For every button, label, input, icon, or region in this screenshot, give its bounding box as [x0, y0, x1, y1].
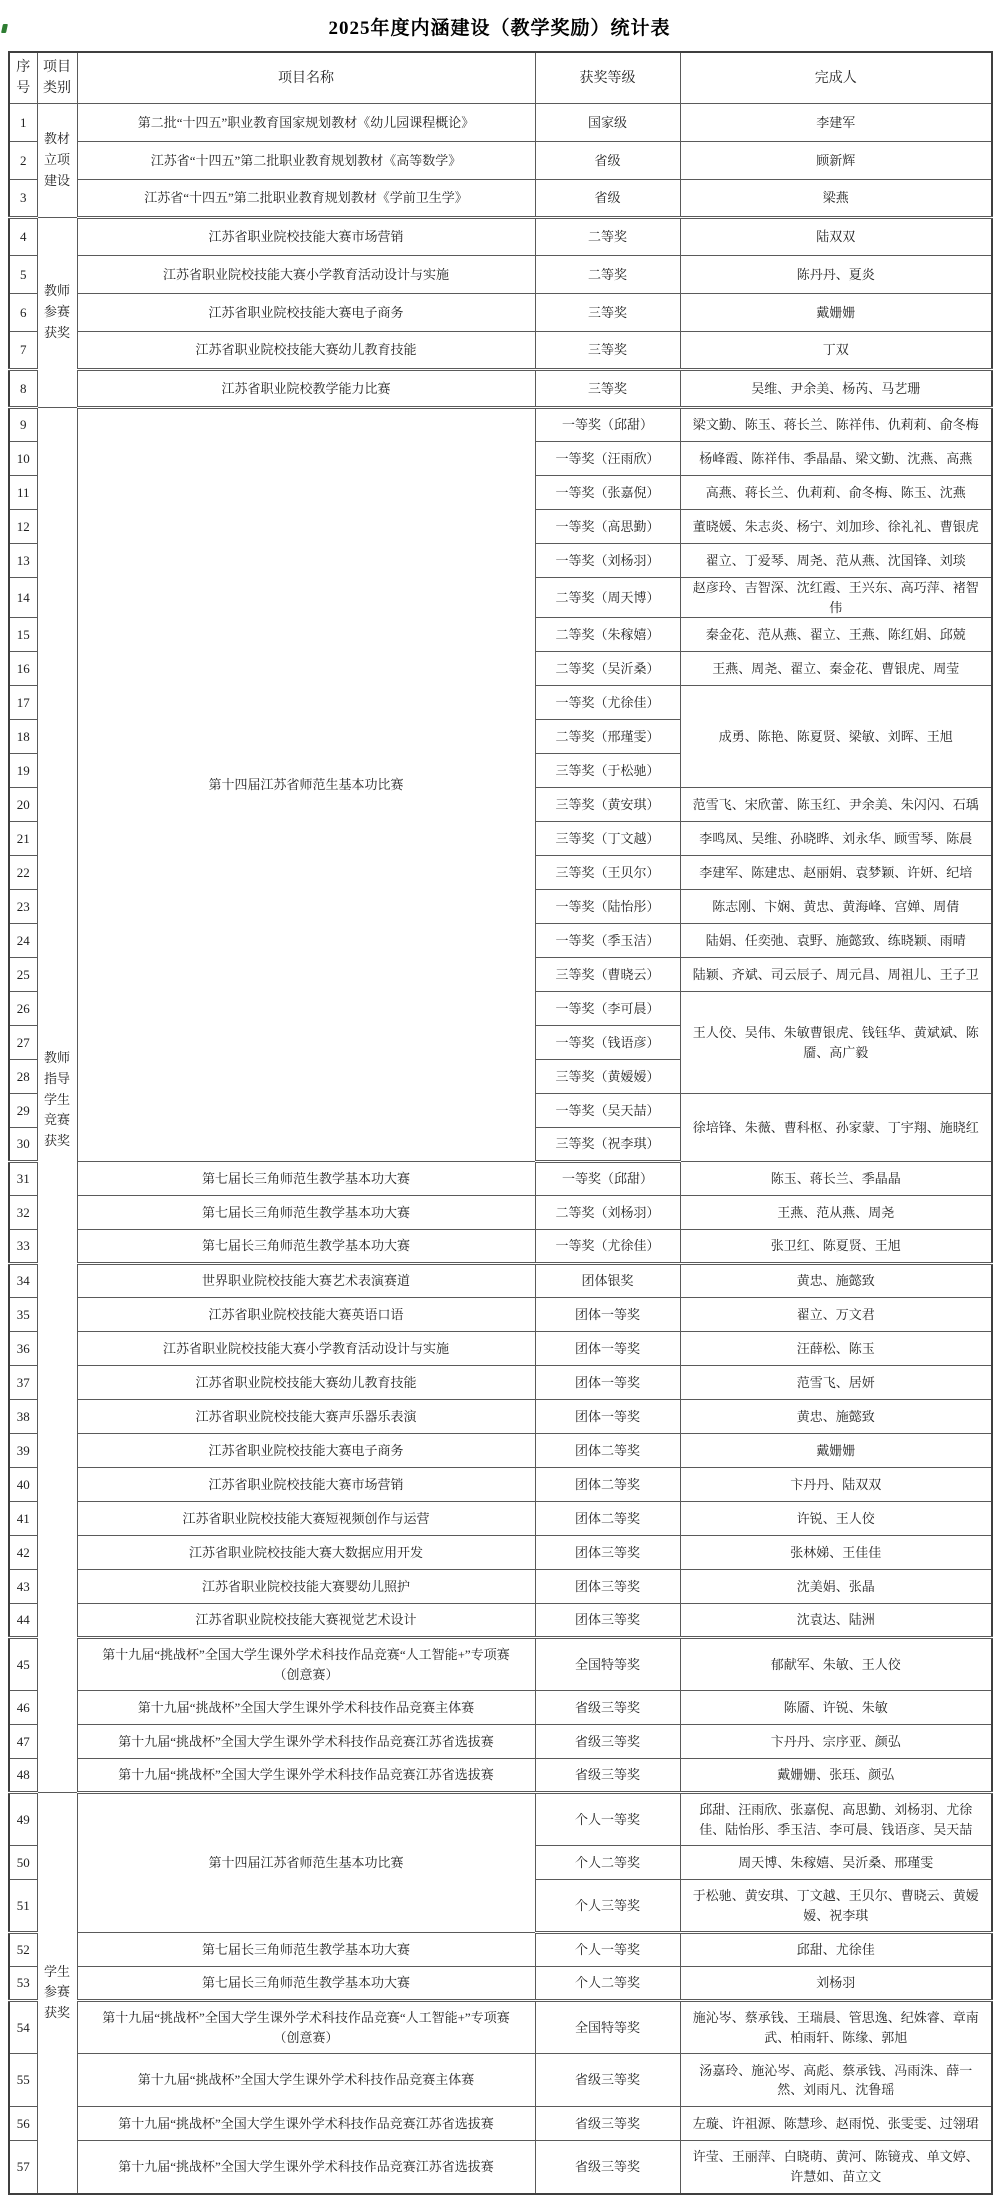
completers-cell: 梁文勤、陈玉、蒋长兰、陈祥伟、仇莉莉、俞冬梅	[680, 408, 992, 442]
completers-cell: 范雪飞、居妍	[680, 1366, 992, 1400]
award-level-cell: 省级	[535, 142, 680, 180]
row-number-cell: 38	[9, 1400, 37, 1434]
award-level-cell: 省级三等奖	[535, 1759, 680, 1793]
award-level-cell: 二等奖（朱稼嬉）	[535, 618, 680, 652]
project-name-cell: 第十九届“挑战杯”全国大学生课外学术科技作品竞赛江苏省选拔赛	[77, 2141, 535, 2194]
row-number-cell: 41	[9, 1502, 37, 1536]
table-row	[9, 1793, 992, 1846]
row-number-cell: 26	[9, 992, 37, 1026]
completers-cell: 陈丹丹、夏炎	[680, 256, 992, 294]
category-cell: 教师参赛获奖	[37, 218, 77, 408]
award-level-cell: 三等奖（曹晓云）	[535, 958, 680, 992]
completers-cell: 高燕、蒋长兰、仇莉莉、俞冬梅、陈玉、沈燕	[680, 476, 992, 510]
col-header-project-name: 项目名称	[77, 52, 535, 104]
project-name-cell: 第十九届“挑战杯”全国大学生课外学术科技作品竞赛主体赛	[77, 1691, 535, 1725]
table-row	[9, 256, 992, 294]
completers-cell: 陆颖、齐斌、司云辰子、周元昌、周祖儿、王子卫	[680, 958, 992, 992]
category-cell: 学生参赛获奖	[37, 1793, 77, 2194]
award-level-cell: 二等奖（刘杨羽）	[535, 1196, 680, 1230]
project-name-cell: 江苏省职业院校技能大赛电子商务	[77, 1434, 535, 1468]
header-row	[9, 52, 992, 104]
award-level-cell: 三等奖	[535, 294, 680, 332]
completers-cell: 王燕、周尧、翟立、秦金花、曹银虎、周莹	[680, 652, 992, 686]
award-level-cell: 一等奖（刘杨羽）	[535, 544, 680, 578]
completers-cell: 杨峰霞、陈祥伟、季晶晶、梁文勤、沈燕、高燕	[680, 442, 992, 476]
row-number-cell: 36	[9, 1332, 37, 1366]
project-name-cell: 江苏省“十四五”第二批职业教育规划教材《高等数学》	[77, 142, 535, 180]
row-number-cell: 44	[9, 1604, 37, 1638]
award-level-cell: 三等奖	[535, 370, 680, 408]
completers-cell: 梁燕	[680, 180, 992, 218]
completers-cell: 郁献军、朱敏、王人佼	[680, 1638, 992, 1691]
row-number-cell: 18	[9, 720, 37, 754]
project-name-cell: 江苏省职业院校技能大赛市场营销	[77, 1468, 535, 1502]
completers-cell: 戴姗姗、张珏、颜弘	[680, 1759, 992, 1793]
page-title: 2025年度内涵建设（教学奖励）统计表	[328, 18, 671, 39]
row-number-cell: 15	[9, 618, 37, 652]
row-number-cell: 11	[9, 476, 37, 510]
completers-cell: 汤嘉玲、施沁岑、高彪、蔡承钱、冯雨洙、薛一然、刘雨凡、沈鲁瑶	[680, 2054, 992, 2107]
completers-cell: 戴姗姗	[680, 294, 992, 332]
project-name-cell: 第十九届“挑战杯”全国大学生课外学术科技作品竞赛江苏省选拔赛	[77, 2107, 535, 2141]
row-number-cell: 19	[9, 754, 37, 788]
table-row	[9, 332, 992, 370]
project-name-cell: 第七届长三角师范生教学基本功大赛	[77, 1196, 535, 1230]
completers-cell: 李鸣凤、吴维、孙晓晔、刘永华、顾雪琴、陈晨	[680, 822, 992, 856]
table-row	[9, 2141, 992, 2194]
row-number-cell: 31	[9, 1162, 37, 1196]
row-number-cell: 10	[9, 442, 37, 476]
award-level-cell: 团体银奖	[535, 1264, 680, 1298]
award-level-cell: 一等奖（季玉洁）	[535, 924, 680, 958]
award-level-cell: 二等奖	[535, 218, 680, 256]
row-number-cell: 51	[9, 1880, 37, 1933]
row-number-cell: 52	[9, 1933, 37, 1967]
completers-cell: 沈美娟、张晶	[680, 1570, 992, 1604]
award-level-cell: 个人二等奖	[535, 1846, 680, 1880]
project-name-cell: 江苏省职业院校技能大赛大数据应用开发	[77, 1536, 535, 1570]
col-header-completers: 完成人	[680, 52, 992, 104]
row-number-cell: 13	[9, 544, 37, 578]
completers-cell: 陆双双	[680, 218, 992, 256]
award-level-cell: 团体一等奖	[535, 1366, 680, 1400]
completers-cell: 卞丹丹、陆双双	[680, 1468, 992, 1502]
row-number-cell: 12	[9, 510, 37, 544]
row-number-cell: 57	[9, 2141, 37, 2194]
completers-cell: 吴维、尹余美、杨芮、马艺珊	[680, 370, 992, 408]
award-level-cell: 二等奖（邢瑾雯）	[535, 720, 680, 754]
award-level-cell: 团体二等奖	[535, 1468, 680, 1502]
table-row	[9, 1759, 992, 1793]
row-number-cell: 30	[9, 1128, 37, 1162]
completers-cell: 许莹、王丽萍、白晓萌、黄河、陈镜戎、单文婷、许慧如、苗立文	[680, 2141, 992, 2194]
project-name-cell: 江苏省职业院校技能大赛小学教育活动设计与实施	[77, 1332, 535, 1366]
project-name-cell: 江苏省职业院校技能大赛市场营销	[77, 218, 535, 256]
row-number-cell: 23	[9, 890, 37, 924]
table-row	[9, 1691, 992, 1725]
row-number-cell: 39	[9, 1434, 37, 1468]
table-row	[9, 1725, 992, 1759]
row-number-cell: 4	[9, 218, 37, 256]
row-number-cell: 53	[9, 1967, 37, 2001]
award-level-cell: 一等奖（张嘉倪）	[535, 476, 680, 510]
award-level-cell: 二等奖（吴沂桑）	[535, 652, 680, 686]
col-header-category: 项目类别	[37, 52, 77, 104]
project-name-cell: 江苏省职业院校技能大赛小学教育活动设计与实施	[77, 256, 535, 294]
row-number-cell: 9	[9, 408, 37, 442]
project-name-cell: 江苏省职业院校技能大赛英语口语	[77, 1298, 535, 1332]
row-number-cell: 16	[9, 652, 37, 686]
project-name-cell: 江苏省职业院校教学能力比赛	[77, 370, 535, 408]
table-row	[9, 142, 992, 180]
award-level-cell: 二等奖	[535, 256, 680, 294]
award-level-cell: 个人三等奖	[535, 1880, 680, 1933]
project-name-cell: 第十九届“挑战杯”全国大学生课外学术科技作品竞赛“人工智能+”专项赛（创意赛）	[77, 2001, 535, 2054]
table-row	[9, 1570, 992, 1604]
completers-cell: 张林娣、王佳佳	[680, 1536, 992, 1570]
row-number-cell: 3	[9, 180, 37, 218]
table-row	[9, 2107, 992, 2141]
completers-cell: 秦金花、范从燕、翟立、王燕、陈红娟、邱兢	[680, 618, 992, 652]
award-level-cell: 省级三等奖	[535, 2107, 680, 2141]
award-level-cell: 团体三等奖	[535, 1536, 680, 1570]
completers-cell: 黄忠、施懿致	[680, 1400, 992, 1434]
completers-cell: 李建军、陈建忠、赵丽娟、袁梦颖、许妍、纪培	[680, 856, 992, 890]
row-number-cell: 43	[9, 1570, 37, 1604]
completers-cell: 范雪飞、宋欣蕾、陈玉红、尹余美、朱闪闪、石瑀	[680, 788, 992, 822]
row-number-cell: 40	[9, 1468, 37, 1502]
award-level-cell: 一等奖（李可晨）	[535, 992, 680, 1026]
sheet-corner-mark	[1, 24, 8, 33]
project-name-cell: 江苏省职业院校技能大赛婴幼儿照护	[77, 1570, 535, 1604]
completers-cell: 张卫红、陈夏贤、王旭	[680, 1230, 992, 1264]
award-level-cell: 团体三等奖	[535, 1570, 680, 1604]
row-number-cell: 46	[9, 1691, 37, 1725]
award-level-cell: 一等奖（邱甜）	[535, 1162, 680, 1196]
award-level-cell: 团体一等奖	[535, 1400, 680, 1434]
project-name-cell: 江苏省职业院校技能大赛电子商务	[77, 294, 535, 332]
row-number-cell: 6	[9, 294, 37, 332]
award-level-cell: 团体一等奖	[535, 1298, 680, 1332]
category-cell: 教师指导学生竞赛获奖	[37, 408, 77, 1793]
completers-cell: 成勇、陈艳、陈夏贤、梁敏、刘晖、王旭	[680, 686, 992, 788]
award-level-cell: 一等奖（邱甜）	[535, 408, 680, 442]
award-level-cell: 一等奖（吴天喆）	[535, 1094, 680, 1128]
table-row	[9, 1196, 992, 1230]
award-level-cell: 个人一等奖	[535, 1793, 680, 1846]
completers-cell: 董晓媛、朱志炎、杨宁、刘加珍、徐礼礼、曹银虎	[680, 510, 992, 544]
table-row	[9, 1230, 992, 1264]
completers-cell: 陆娟、任奕弛、袁野、施懿致、练晓颖、雨晴	[680, 924, 992, 958]
table-row	[9, 1162, 992, 1196]
award-level-cell: 三等奖（黄嫒嫒）	[535, 1060, 680, 1094]
table-row	[9, 1264, 992, 1298]
row-number-cell: 21	[9, 822, 37, 856]
award-level-cell: 三等奖	[535, 332, 680, 370]
award-level-cell: 个人一等奖	[535, 1933, 680, 1967]
table-row	[9, 2001, 992, 2054]
completers-cell: 陈玉、蒋长兰、季晶晶	[680, 1162, 992, 1196]
row-number-cell: 49	[9, 1793, 37, 1846]
table-row	[9, 1434, 992, 1468]
project-name-cell: 第二批“十四五”职业教育国家规划教材《幼儿园课程概论》	[77, 104, 535, 142]
award-level-cell: 一等奖（高思勤）	[535, 510, 680, 544]
award-level-cell: 一等奖（汪雨欣）	[535, 442, 680, 476]
table-row	[9, 1468, 992, 1502]
award-level-cell: 一等奖（尤徐佳）	[535, 1230, 680, 1264]
project-name-cell: 第七届长三角师范生教学基本功大赛	[77, 1967, 535, 2001]
award-level-cell: 三等奖（于松驰）	[535, 754, 680, 788]
completers-cell: 邱甜、尤徐佳	[680, 1933, 992, 1967]
award-level-cell: 全国特等奖	[535, 2001, 680, 2054]
completers-cell: 许锐、王人佼	[680, 1502, 992, 1536]
completers-cell: 赵彦玲、吉智深、沈红霞、王兴东、高巧萍、褚智伟	[680, 578, 992, 618]
award-level-cell: 团体二等奖	[535, 1434, 680, 1468]
award-level-cell: 一等奖（陆怡彤）	[535, 890, 680, 924]
table-row	[9, 1638, 992, 1691]
award-level-cell: 省级三等奖	[535, 2054, 680, 2107]
row-number-cell: 37	[9, 1366, 37, 1400]
row-number-cell: 5	[9, 256, 37, 294]
table-row	[9, 2054, 992, 2107]
completers-cell: 陈志刚、卞娴、黄忠、黄海峰、宫婵、周倩	[680, 890, 992, 924]
project-name-cell: 江苏省职业院校技能大赛幼儿教育技能	[77, 332, 535, 370]
project-name-cell: 第十九届“挑战杯”全国大学生课外学术科技作品竞赛“人工智能+”专项赛（创意赛）	[77, 1638, 535, 1691]
table-row	[9, 408, 992, 442]
project-name-cell: 第七届长三角师范生教学基本功大赛	[77, 1933, 535, 1967]
table-row	[9, 1933, 992, 1967]
completers-cell: 沈袁达、陆洲	[680, 1604, 992, 1638]
completers-cell: 刘杨羽	[680, 1967, 992, 2001]
table-row	[9, 180, 992, 218]
completers-cell: 施沁岑、蔡承钱、王瑞晨、管思逸、纪姝睿、章南武、柏雨轩、陈缘、郭旭	[680, 2001, 992, 2054]
table-row	[9, 218, 992, 256]
table-row	[9, 1502, 992, 1536]
row-number-cell: 22	[9, 856, 37, 890]
table-row	[9, 1332, 992, 1366]
completers-cell: 于松驰、黄安琪、丁文越、王贝尔、曹晓云、黄嫒嫒、祝李琪	[680, 1880, 992, 1933]
category-cell: 教材立项建设	[37, 104, 77, 218]
project-name-cell: 江苏省职业院校技能大赛幼儿教育技能	[77, 1366, 535, 1400]
award-level-cell: 团体三等奖	[535, 1604, 680, 1638]
table-row	[9, 370, 992, 408]
row-number-cell: 35	[9, 1298, 37, 1332]
row-number-cell: 8	[9, 370, 37, 408]
table-row	[9, 1536, 992, 1570]
row-number-cell: 32	[9, 1196, 37, 1230]
completers-cell: 卞丹丹、宗序亚、颜弘	[680, 1725, 992, 1759]
completers-cell: 翟立、丁爱琴、周尧、范从燕、沈国锋、刘琰	[680, 544, 992, 578]
table-row	[9, 1967, 992, 2001]
project-name-cell: 江苏省职业院校技能大赛短视频创作与运营	[77, 1502, 535, 1536]
row-number-cell: 25	[9, 958, 37, 992]
row-number-cell: 50	[9, 1846, 37, 1880]
award-level-cell: 三等奖（王贝尔）	[535, 856, 680, 890]
table-row	[9, 1604, 992, 1638]
row-number-cell: 45	[9, 1638, 37, 1691]
table-row	[9, 294, 992, 332]
award-level-cell: 全国特等奖	[535, 1638, 680, 1691]
row-number-cell: 24	[9, 924, 37, 958]
row-number-cell: 42	[9, 1536, 37, 1570]
project-name-cell: 江苏省职业院校技能大赛声乐器乐表演	[77, 1400, 535, 1434]
table-row	[9, 1366, 992, 1400]
project-name-cell: 第十九届“挑战杯”全国大学生课外学术科技作品竞赛江苏省选拔赛	[77, 1725, 535, 1759]
project-name-cell: 第十四届江苏省师范生基本功比赛	[77, 1793, 535, 1933]
project-name-cell: 第七届长三角师范生教学基本功大赛	[77, 1162, 535, 1196]
row-number-cell: 34	[9, 1264, 37, 1298]
award-level-cell: 省级三等奖	[535, 1725, 680, 1759]
award-level-cell: 三等奖（黄安琪）	[535, 788, 680, 822]
row-number-cell: 27	[9, 1026, 37, 1060]
award-level-cell: 团体二等奖	[535, 1502, 680, 1536]
completers-cell: 丁双	[680, 332, 992, 370]
award-level-cell: 团体一等奖	[535, 1332, 680, 1366]
award-level-cell: 三等奖（祝李琪）	[535, 1128, 680, 1162]
project-name-cell: 第十九届“挑战杯”全国大学生课外学术科技作品竞赛主体赛	[77, 2054, 535, 2107]
row-number-cell: 7	[9, 332, 37, 370]
row-number-cell: 55	[9, 2054, 37, 2107]
award-level-cell: 二等奖（周天博）	[535, 578, 680, 618]
col-header-num: 序号	[9, 52, 37, 104]
project-name-cell: 第十四届江苏省师范生基本功比赛	[77, 408, 535, 1162]
row-number-cell: 29	[9, 1094, 37, 1128]
awards-table	[8, 51, 993, 2195]
award-level-cell: 省级三等奖	[535, 1691, 680, 1725]
project-name-cell: 第十九届“挑战杯”全国大学生课外学术科技作品竞赛江苏省选拔赛	[77, 1759, 535, 1793]
table-row	[9, 104, 992, 142]
award-level-cell: 国家级	[535, 104, 680, 142]
completers-cell: 左璇、许祖源、陈慧珍、赵雨悦、张雯雯、过翎珺	[680, 2107, 992, 2141]
project-name-cell: 江苏省“十四五”第二批职业教育规划教材《学前卫生学》	[77, 180, 535, 218]
row-number-cell: 1	[9, 104, 37, 142]
project-name-cell: 江苏省职业院校技能大赛视觉艺术设计	[77, 1604, 535, 1638]
completers-cell: 戴姗姗	[680, 1434, 992, 1468]
completers-cell: 顾新辉	[680, 142, 992, 180]
col-header-award-level: 获奖等级	[535, 52, 680, 104]
row-number-cell: 54	[9, 2001, 37, 2054]
row-number-cell: 33	[9, 1230, 37, 1264]
row-number-cell: 17	[9, 686, 37, 720]
row-number-cell: 2	[9, 142, 37, 180]
completers-cell: 陈靥、许锐、朱敏	[680, 1691, 992, 1725]
award-level-cell: 一等奖（钱语彦）	[535, 1026, 680, 1060]
project-name-cell: 世界职业院校技能大赛艺术表演赛道	[77, 1264, 535, 1298]
award-level-cell: 省级三等奖	[535, 2141, 680, 2194]
row-number-cell: 47	[9, 1725, 37, 1759]
completers-cell: 徐培锋、朱薇、曹科枢、孙家蒙、丁宇翔、施晓红	[680, 1094, 992, 1162]
row-number-cell: 14	[9, 578, 37, 618]
completers-cell: 邱甜、汪雨欣、张嘉倪、高思勤、刘杨羽、尤徐佳、陆怡彤、季玉洁、李可晨、钱语彦、吴天喆	[680, 1793, 992, 1846]
table-row	[9, 1400, 992, 1434]
completers-cell: 李建军	[680, 104, 992, 142]
row-number-cell: 20	[9, 788, 37, 822]
table-row	[9, 1298, 992, 1332]
award-level-cell: 个人二等奖	[535, 1967, 680, 2001]
completers-cell: 黄忠、施懿致	[680, 1264, 992, 1298]
award-level-cell: 省级	[535, 180, 680, 218]
award-level-cell: 一等奖（尤徐佳）	[535, 686, 680, 720]
row-number-cell: 48	[9, 1759, 37, 1793]
completers-cell: 汪薛松、陈玉	[680, 1332, 992, 1366]
completers-cell: 翟立、万文君	[680, 1298, 992, 1332]
completers-cell: 周天博、朱稼嬉、吴沂桑、邢瑾雯	[680, 1846, 992, 1880]
project-name-cell: 第七届长三角师范生教学基本功大赛	[77, 1230, 535, 1264]
row-number-cell: 28	[9, 1060, 37, 1094]
row-number-cell: 56	[9, 2107, 37, 2141]
award-level-cell: 三等奖（丁文越）	[535, 822, 680, 856]
completers-cell: 王人佼、吴伟、朱敏曹银虎、钱钰华、黄斌斌、陈靥、高广毅	[680, 992, 992, 1094]
completers-cell: 王燕、范从燕、周尧	[680, 1196, 992, 1230]
